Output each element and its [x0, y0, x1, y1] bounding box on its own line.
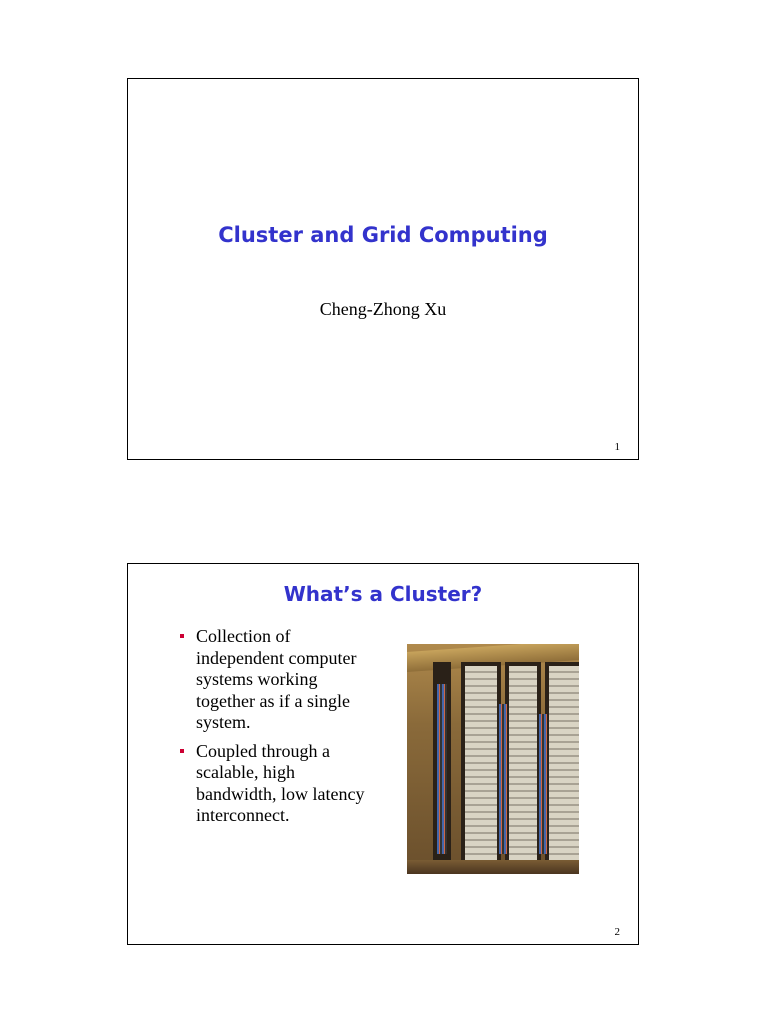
bullet-text: Collection of independent computer systems working together as if a single system. — [196, 626, 357, 732]
server-racks-photo — [407, 644, 579, 874]
page-number: 1 — [614, 441, 620, 453]
cable-bundle — [539, 714, 547, 854]
bullet-item — [178, 741, 368, 827]
bullet-text: Coupled through a scalable, high bandwidth, low latency interconnect. — [196, 740, 365, 825]
slide-author: Cheng-Zhong Xu — [319, 299, 447, 319]
slide-1 — [127, 78, 639, 460]
square-bullet-icon — [180, 634, 184, 638]
bullet-item — [178, 626, 368, 734]
slide-title: What’s a Cluster? — [283, 582, 483, 606]
bullet-list — [178, 626, 368, 834]
slide-2 — [127, 563, 639, 945]
slide-title: Cluster and Grid Computing — [218, 223, 548, 247]
rack-front — [465, 666, 497, 874]
rack-front — [549, 666, 579, 874]
cable-bundle — [437, 684, 447, 854]
floor — [407, 860, 579, 874]
page-number: 2 — [614, 926, 620, 938]
cable-bundle — [499, 704, 507, 854]
square-bullet-icon — [180, 749, 184, 753]
rack-front — [509, 666, 537, 874]
